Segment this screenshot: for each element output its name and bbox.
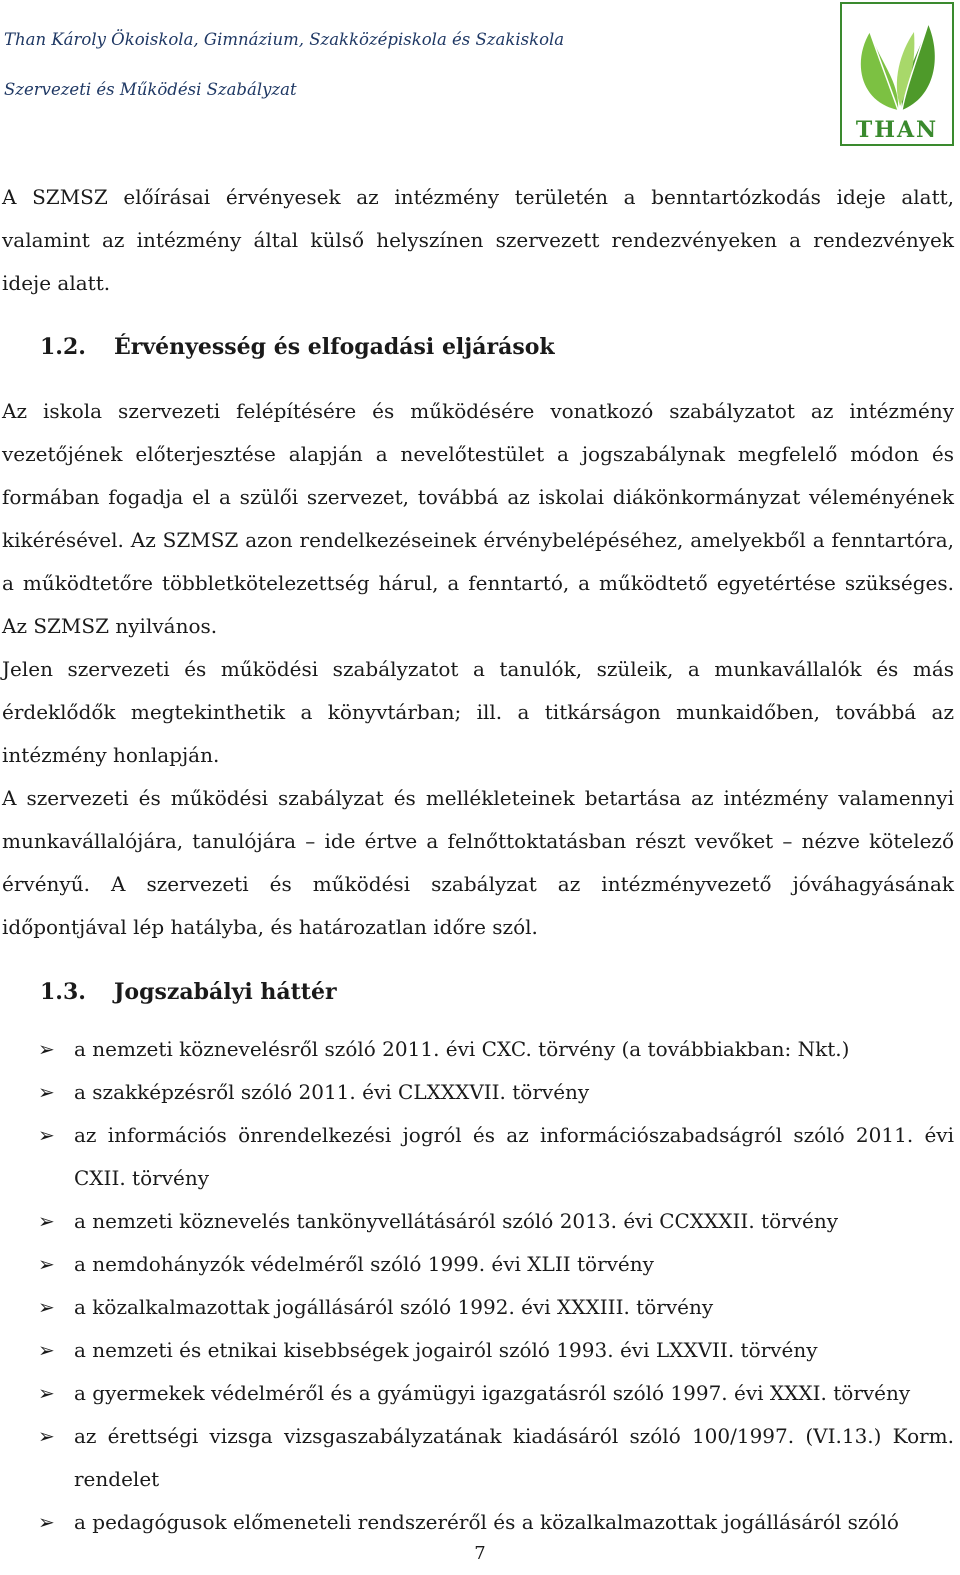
section-title: Érvényesség és elfogadási eljárások: [114, 334, 555, 360]
law-list: [2, 1028, 954, 1544]
arrow-bullet-icon: ➢: [38, 1510, 55, 1534]
arrow-bullet-icon: ➢: [38, 1209, 55, 1233]
section-number: 1.3.: [40, 979, 86, 1005]
paragraph: Az iskola szervezeti felépítésére és működésére vonatkozó szabályzatot az intézmény vezetőjének előterjesztése alapján a nevelőtestület a jogszabálynak megfelelő módon és formában fogadja el a szülői szervezet, továbbá az iskolai diákönkormányzat véleményének kikérésével. Az SZMSZ azon rendelkezéseinek érvénybelépéséhez, amelyekből a fenntartóra, a működtetőre többletkötelezettség hárul, a fenntartó, a működtető egyetértése szükséges. Az SZMSZ nyilvános.: [2, 399, 954, 638]
list-item: ➢ a gyermekek védelméről és a gyámügyi igazgatásról szóló 1997. évi XXXI. törvény: [2, 1372, 954, 1415]
document-title: Szervezeti és Működési Szabályzat: [4, 80, 297, 99]
arrow-bullet-icon: ➢: [38, 1295, 55, 1319]
logo-text: THAN: [855, 117, 939, 143]
section-title: Jogszabályi háttér: [114, 979, 337, 1005]
arrow-bullet-icon: ➢: [38, 1037, 55, 1061]
page-header: [4, 30, 565, 99]
arrow-bullet-icon: ➢: [38, 1424, 55, 1448]
section-heading-1-2: [2, 326, 954, 369]
arrow-bullet-icon: ➢: [38, 1080, 55, 1104]
section-heading-1-3: [2, 971, 954, 1014]
page-number: 7: [474, 1543, 486, 1564]
list-item: ➢ a közalkalmazottak jogállásáról szóló 1992. évi XXXIII. törvény: [2, 1286, 954, 1329]
list-item: ➢ a nemzeti köznevelés tankönyvellátásáról szóló 2013. évi CCXXXII. törvény: [2, 1200, 954, 1243]
list-item: ➢ az információs önrendelkezési jogról és az információszabadságról szóló 2011. évi CXII. törvény: [2, 1114, 954, 1200]
arrow-bullet-icon: ➢: [38, 1252, 55, 1276]
list-item: ➢ a pedagógusok előmeneteli rendszeréről és a közalkalmazottak jogállásáról szóló: [2, 1501, 954, 1544]
list-item: ➢ az érettségi vizsga vizsgaszabályzatának kiadásáról szóló 100/1997. (VI.13.) Korm. rendelet: [2, 1415, 954, 1501]
school-name: Than Károly Ökoiskola, Gimnázium, Szakközépiskola és Szakiskola: [4, 30, 565, 49]
arrow-bullet-icon: ➢: [38, 1381, 55, 1405]
list-item: ➢ a nemzeti és etnikai kisebbségek jogairól szóló 1993. évi LXXVII. törvény: [2, 1329, 954, 1372]
page-content: [2, 176, 954, 1544]
list-item: ➢ a szakképzésről szóló 2011. évi CLXXXVII. törvény: [2, 1071, 954, 1114]
arrow-bullet-icon: ➢: [38, 1338, 55, 1362]
list-item: ➢ a nemdohányzók védelméről szóló 1999. évi XLII törvény: [2, 1243, 954, 1286]
list-item: ➢ a nemzeti köznevelésről szóló 2011. évi CXC. törvény (a továbbiakban: Nkt.): [2, 1028, 954, 1071]
paragraph: A szervezeti és működési szabályzat és mellékleteinek betartása az intézmény valamennyi munkavállalójára, tanulójára – ide értve a felnőttoktatásban részt vevőket – nézve kötelező érvényű. A szervezeti és működési szabályzat az intézményvezető jóváhagyásának időpontjával lép hatályba, és határozatlan időre szól.: [2, 786, 954, 939]
intro-paragraph: A SZMSZ előírásai érvényesek az intézmény területén a benntartózkodás ideje alatt, valamint az intézmény által külső helyszínen szervezett rendezvényeken a rendezvények ideje alatt.: [2, 185, 954, 295]
paragraph: Jelen szervezeti és működési szabályzatot a tanulók, szüleik, a munkavállalók és más érdeklődők megtekinthetik a könyvtárban; ill. a titkárságon munkaidőben, továbbá az intézmény honlapján.: [2, 657, 954, 767]
school-logo: [840, 2, 954, 146]
arrow-bullet-icon: ➢: [38, 1123, 55, 1147]
section-number: 1.2.: [40, 334, 86, 360]
